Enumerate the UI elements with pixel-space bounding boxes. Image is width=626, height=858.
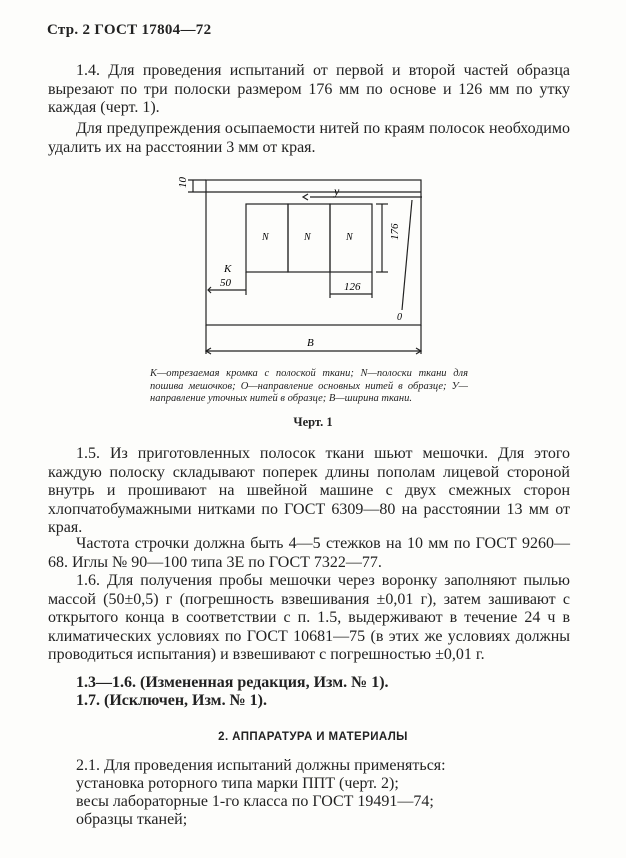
section-2-title: 2. АППАРАТУРА И МАТЕРИАЛЫ: [218, 731, 408, 743]
label-top-dim: 10: [177, 177, 189, 188]
label-176: 176: [389, 223, 401, 240]
list-item: установка роторного типа марки ППТ (черт. 2);: [76, 775, 399, 792]
paragraph-stitch-frequency: Частота строчки должна быть 4—5 стежков на 10 мм по ГОСТ 9260—68. Иглы № 90—100 типа 3Е по ГОСТ 7322—77.: [48, 535, 570, 571]
figure-label: Черт. 1: [293, 415, 333, 429]
label-y: у: [334, 184, 340, 198]
label-n2: N: [304, 232, 311, 243]
label-126: 126: [344, 281, 361, 293]
label-o: 0: [397, 312, 402, 323]
paragraph-2-1: 2.1. Для проведения испытаний должны применяться:: [76, 757, 446, 774]
figure-caption: К—отрезаемая кромка с полоской ткани; N—полоски ткани для пошива мешочков; О—направление основных нитей в образце; У—направление уточных нитей в образце; В—ширина ткани.: [150, 368, 468, 404]
label-b: В: [307, 337, 314, 349]
label-50: 50: [220, 277, 231, 289]
page-header: Стр. 2 ГОСТ 17804—72: [47, 22, 212, 38]
list-item: образцы тканей;: [76, 811, 188, 828]
paragraph-1-6: 1.6. Для получения пробы мешочки через воронку заполняют пылью массой (50±0,5) г (погрешность взвешивания ±0,01 г), затем зашивают с открытого конца в соответствии с п. 1.5, выдерживают в течение 24 ч в климатических условиях по ГОСТ 10681—75 (в этих же условиях должны проводиться испытания) и взвешивают с погрешностью ±0,01 г.: [48, 572, 570, 663]
label-n3: N: [346, 232, 353, 243]
paragraph-excluded: 1.7. (Исключен, Изм. № 1).: [76, 692, 267, 709]
paragraph-amendment: 1.3—1.6. (Измененная редакция, Изм. № 1).: [76, 674, 389, 691]
paragraph-1-5: 1.5. Из приготовленных полосок ткани шьют мешочки. Для этого каждую полоску складывают поперек длины пополам лицевой стороной внутрь и прошивают на швейной машине с двух смежных сторон хлопчатобумажными нитками по ГОСТ 6309—80 на расстоянии 13 мм от края.: [48, 445, 570, 536]
label-k: К: [224, 263, 232, 275]
paragraph-1-4: 1.4. Для проведения испытаний от первой и второй частей образца вырезают по три полоски размером 176 мм по основе и 126 мм по утку каждая (черт. 1).: [48, 62, 570, 116]
fabric-outline: [206, 180, 421, 325]
list-item: весы лабораторные 1-го класса по ГОСТ 19491—74;: [76, 793, 434, 810]
warp-direction-arrow: [402, 200, 412, 310]
figure-1-diagram: [160, 170, 450, 365]
label-n1: N: [262, 232, 269, 243]
paragraph-fraying: Для предупреждения осыпаемости нитей по краям полосок необходимо удалить их на расстоянии 3 мм от края.: [48, 120, 570, 156]
